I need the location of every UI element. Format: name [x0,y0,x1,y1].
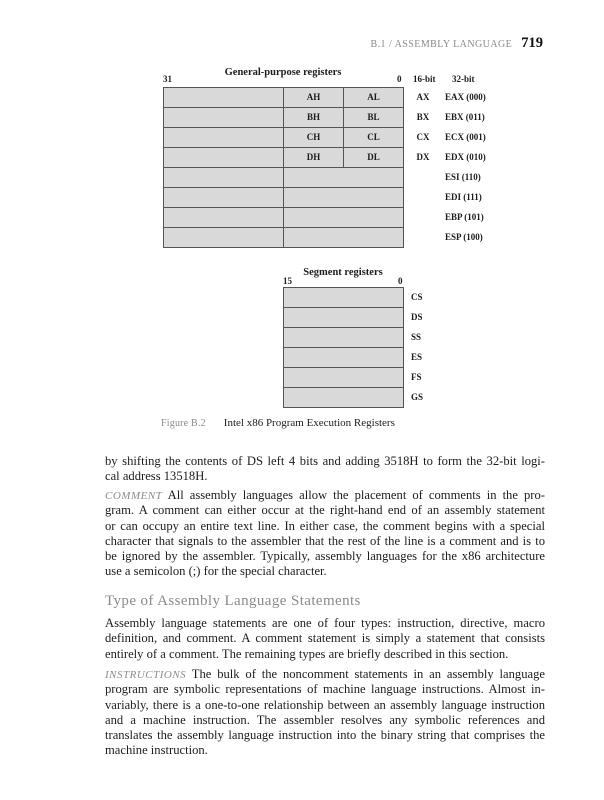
reg32-label: ESP (100) [445,232,483,242]
segment-row-ss [284,328,404,348]
segment-label-cs: CS [411,292,423,302]
run-in-heading-comment: COMMENT [105,490,163,502]
instructions-paragraph [105,667,545,759]
body-line: Assembly language statements are one of four types: instruction, directive, macro [105,616,545,630]
ss-cell [284,328,404,348]
running-head [370,35,543,52]
segment-row-ds [284,308,404,328]
page-number: 719 [521,35,543,51]
register-row-ecx [164,128,404,148]
reg32-label: EAX (000) [445,92,486,102]
segment-name-row [411,328,451,348]
segment-label-es: ES [411,352,423,362]
reg32-label: EDI (111) [445,192,482,202]
reg16-label: DX [416,152,430,162]
body-line [105,667,545,682]
cs-cell [284,288,404,308]
ecx-upper-half-cell [164,128,284,148]
body-line: be ignored by the assembler. Typically, assembly languages for the x86 architecture [105,549,545,564]
body-line-text: All assembly languages allow the placement of comments in the pro- [167,488,545,502]
edx-upper-half-cell [164,148,284,168]
reg32-label: EDX (010) [445,152,486,162]
running-head-section: B.1 / ASSEMBLY LANGUAGE [370,39,513,50]
general-purpose-register-grid [163,87,404,248]
gp-name-row [410,148,520,168]
register-row-esp [164,228,404,248]
bl-cell: BL [344,108,404,128]
segment-lsb-bit-label: 0 [398,276,403,286]
gp-name-row [410,168,520,188]
figure-caption-text: Intel x86 Program Execution Registers [223,417,395,429]
statement-types-paragraph [105,616,545,662]
figure-caption-label: Figure B.2 [161,418,206,429]
segment-label-ds: DS [411,312,423,322]
segment-register-name-column [411,288,451,408]
run-in-heading-instructions: INSTRUCTIONS [105,669,187,681]
ebp-upper-half-cell [164,208,284,228]
reg32-label: ECX (001) [445,132,486,142]
esp-lower-half-cell [284,228,404,248]
reg32-label: EBX (011) [445,112,485,122]
dl-cell: DL [344,148,404,168]
continuation-paragraph [105,454,545,485]
segment-registers-title: Segment registers [303,267,383,278]
ch-cell: CH [284,128,344,148]
gp-lsb-bit-label: 0 [397,74,402,84]
esp-upper-half-cell [164,228,284,248]
edi-upper-half-cell [164,188,284,208]
gp-register-name-columns [410,88,520,248]
body-line: or can occupy an entire text line. In either case, the comment begins with a special [105,518,545,533]
general-purpose-registers-title: General-purpose registers [224,67,342,78]
section-heading: Type of Assembly Language Statements [105,593,361,609]
gp-name-row [410,188,520,208]
segment-label-fs: FS [411,372,422,382]
register-row-esi [164,168,404,188]
register-row-edx [164,148,404,168]
segment-name-row [411,348,451,368]
fs-cell [284,368,404,388]
dh-cell: DH [284,148,344,168]
body-line: variably, there is a one-to-one relationship between an assembly language instruction [105,697,545,712]
segment-label-gs: GS [411,392,424,402]
eax-upper-half-cell [164,88,284,108]
register-row-edi [164,188,404,208]
gp-name-row [410,208,520,228]
segment-row-fs [284,368,404,388]
gp-name-row [410,108,520,128]
cl-cell: CL [344,128,404,148]
segment-row-es [284,348,404,368]
reg32-label: ESI (110) [445,172,481,182]
body-line: gram. A comment can either occur at the right-hand end of an assembly statement [105,503,545,518]
segment-name-row [411,288,451,308]
body-line: and a machine instruction. The assembler resolves any symbolic references and [105,712,545,727]
reg16-label: BX [416,112,430,122]
gp-name-row [410,88,520,108]
gp-name-row [410,128,520,148]
register-row-ebp [164,208,404,228]
ah-cell: AH [284,88,344,108]
body-line-text: The bulk of the noncomment statements in an assembly language [191,667,546,681]
gp-msb-bit-label: 31 [163,74,172,84]
edi-lower-half-cell [284,188,404,208]
register-row-eax [164,88,404,108]
al-cell: AL [344,88,404,108]
segment-row-gs [284,388,404,408]
body-line: use a semicolon (;) for the special character. [105,564,327,579]
gp-name-row [410,228,520,248]
segment-msb-bit-label: 15 [283,276,292,286]
figure-caption [161,415,395,431]
esi-upper-half-cell [164,168,284,188]
body-line: machine instruction. [105,743,208,758]
body-line [105,488,545,503]
segment-name-row [411,368,451,388]
body-line: program are symbolic representations of machine language instructions. Almost in- [105,682,545,697]
body-line: definition, and comment. A comment statement is simply a statement that consists [105,631,545,646]
es-cell [284,348,404,368]
register-row-ebx [164,108,404,128]
segment-name-row [411,388,451,408]
body-line: by shifting the contents of DS left 4 bits and adding 3518H to form the 32-bit logi- [105,454,545,468]
reg32-label: EBP (101) [445,212,484,222]
ds-cell [284,308,404,328]
segment-row-cs [284,288,404,308]
ebp-lower-half-cell [284,208,404,228]
segment-register-grid [283,287,404,408]
body-line: cal address 13518H. [105,469,208,484]
comment-paragraph [105,488,545,580]
reg16-label: AX [416,92,430,102]
body-line: entirely of a comment. The remaining types are briefly described in this section. [105,646,509,661]
body-line: character that signals to the assembler that the rest of the line is a comment and is to [105,533,545,548]
reg16-label: CX [416,132,430,142]
segment-label-ss: SS [411,332,422,342]
body-line: translates the assembly language instruction into the binary string that comprises the [105,728,545,743]
column-header-16bit: 16-bit [413,74,436,84]
column-header-32bit: 32-bit [452,74,475,84]
bh-cell: BH [284,108,344,128]
segment-name-row [411,308,451,328]
gs-cell [284,388,404,408]
ebx-upper-half-cell [164,108,284,128]
esi-lower-half-cell [284,168,404,188]
